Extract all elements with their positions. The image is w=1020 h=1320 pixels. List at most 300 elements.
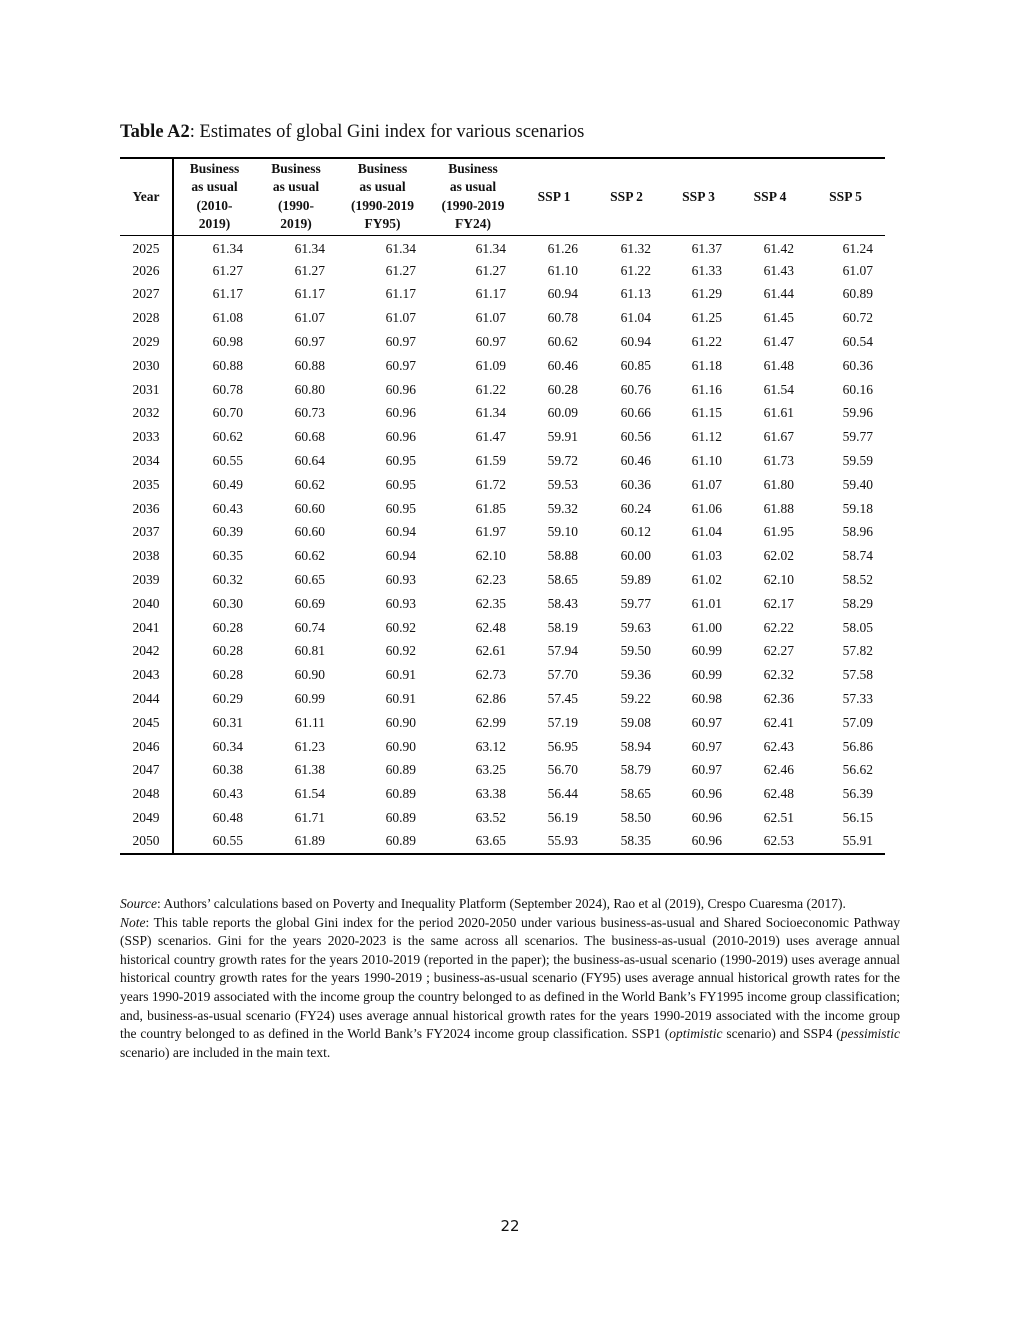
value-cell: 61.27 — [294, 262, 325, 278]
column-header-line: SSP 1 — [537, 188, 571, 204]
column-header-line: (2010- — [196, 197, 233, 213]
value-cell: 60.78 — [547, 310, 578, 326]
value-cell: 58.19 — [547, 619, 578, 635]
value-cell: 61.23 — [294, 738, 325, 754]
value-cell: 61.72 — [475, 476, 506, 492]
table-row — [120, 616, 885, 640]
value-cell: 56.86 — [842, 738, 873, 754]
column-header-line: Business — [357, 160, 408, 176]
value-cell: 58.88 — [547, 548, 578, 564]
value-cell: 61.04 — [620, 310, 651, 326]
value-cell: 60.62 — [212, 429, 243, 445]
value-cell: 62.22 — [763, 619, 794, 635]
value-cell: 60.66 — [620, 405, 651, 421]
value-cell: 60.55 — [212, 453, 243, 469]
value-cell: 56.62 — [842, 762, 873, 778]
value-cell: 61.17 — [212, 286, 243, 302]
gini-table — [120, 157, 885, 855]
value-cell: 60.29 — [212, 691, 243, 707]
year-cell: 2034 — [120, 449, 173, 473]
value-cell: 60.90 — [385, 714, 416, 730]
value-cell: 61.71 — [294, 810, 325, 826]
value-cell: 60.97 — [294, 334, 325, 350]
value-cell: 56.15 — [842, 810, 873, 826]
value-cell: 60.89 — [385, 762, 416, 778]
value-cell: 62.53 — [734, 830, 806, 854]
value-cell: 61.17 — [475, 286, 506, 302]
value-cell: 58.96 — [842, 524, 873, 540]
year-cell: 2029 — [120, 330, 173, 354]
value-cell: 61.85 — [475, 500, 506, 516]
value-cell: 62.17 — [763, 595, 794, 611]
column-header — [337, 158, 428, 235]
header-row — [120, 158, 885, 235]
value-cell: 60.68 — [294, 429, 325, 445]
column-header-line: 2019) — [198, 216, 231, 232]
column-header-line: Business — [448, 160, 498, 176]
value-cell: 60.80 — [294, 381, 325, 397]
value-cell: 60.99 — [691, 667, 722, 683]
year-cell: 2041 — [120, 616, 173, 640]
value-cell: 60.85 — [620, 357, 651, 373]
value-cell: 63.25 — [475, 762, 506, 778]
table-row — [120, 354, 885, 378]
table-notes — [120, 895, 900, 1062]
value-cell: 61.48 — [763, 357, 794, 373]
value-cell: 60.28 — [212, 619, 243, 635]
table-row — [120, 544, 885, 568]
note-emphasis-optimistic: optimistic — [669, 1026, 723, 1042]
table-row — [120, 378, 885, 402]
year-cell: 2040 — [120, 592, 173, 616]
column-header — [663, 158, 734, 235]
column-header-line: as usual — [359, 179, 406, 195]
table-row — [120, 759, 885, 783]
value-cell: 62.48 — [475, 619, 506, 635]
value-cell: 59.22 — [620, 691, 651, 707]
value-cell: 61.54 — [294, 786, 325, 802]
value-cell: 62.35 — [475, 595, 506, 611]
value-cell: 60.24 — [620, 500, 651, 516]
value-cell: 58.52 — [842, 572, 873, 588]
value-cell: 61.61 — [763, 405, 794, 421]
value-cell: 61.34 — [475, 405, 506, 421]
table-row — [120, 735, 885, 759]
value-cell: 61.27 — [212, 262, 243, 278]
value-cell: 60.69 — [294, 595, 325, 611]
year-cell: 2049 — [120, 806, 173, 830]
value-cell: 61.54 — [763, 381, 794, 397]
value-cell: 60.95 — [385, 453, 416, 469]
value-cell: 60.00 — [620, 548, 651, 564]
value-cell: 60.62 — [294, 476, 325, 492]
value-cell: 61.17 — [294, 286, 325, 302]
table-row — [120, 473, 885, 497]
value-cell: 57.82 — [842, 643, 873, 659]
value-cell: 61.07 — [475, 310, 506, 326]
value-cell: 61.07 — [385, 310, 416, 326]
value-cell: 58.74 — [842, 548, 873, 564]
value-cell: 59.77 — [842, 429, 873, 445]
value-cell: 58.65 — [620, 786, 651, 802]
value-cell: 57.09 — [842, 714, 873, 730]
value-cell: 61.32 — [620, 240, 651, 256]
value-cell: 62.43 — [763, 738, 794, 754]
table-row — [120, 259, 885, 283]
value-cell: 63.65 — [428, 830, 518, 854]
value-cell: 61.08 — [212, 310, 243, 326]
value-cell: 61.22 — [691, 334, 722, 350]
value-cell: 61.42 — [763, 240, 794, 256]
value-cell: 61.22 — [475, 381, 506, 397]
table-caption — [120, 120, 900, 144]
value-cell: 62.73 — [475, 667, 506, 683]
value-cell: 60.99 — [294, 691, 325, 707]
value-cell: 57.45 — [547, 691, 578, 707]
value-cell: 60.93 — [385, 595, 416, 611]
value-cell: 61.07 — [842, 262, 873, 278]
column-header-line: SSP 2 — [610, 188, 643, 204]
value-cell: 60.49 — [212, 476, 243, 492]
value-cell: 60.91 — [385, 691, 416, 707]
value-cell: 55.93 — [518, 830, 590, 854]
value-cell: 60.92 — [385, 643, 416, 659]
value-cell: 60.28 — [212, 643, 243, 659]
value-cell: 61.34 — [475, 240, 506, 256]
table-label: Table A2 — [120, 122, 190, 142]
year-cell: 2047 — [120, 759, 173, 783]
value-cell: 60.96 — [385, 429, 416, 445]
value-cell: 57.70 — [547, 667, 578, 683]
value-cell: 62.48 — [763, 786, 794, 802]
table-row — [120, 687, 885, 711]
value-cell: 59.36 — [620, 667, 651, 683]
value-cell: 61.43 — [763, 262, 794, 278]
value-cell: 60.64 — [294, 453, 325, 469]
table-row — [120, 330, 885, 354]
value-cell: 60.60 — [294, 500, 325, 516]
value-cell: 60.94 — [385, 548, 416, 564]
value-cell: 62.41 — [763, 714, 794, 730]
value-cell: 60.97 — [475, 334, 506, 350]
value-cell: 60.98 — [691, 691, 722, 707]
column-header — [806, 158, 885, 235]
note-text-3: scenario) are included in the main text. — [120, 1044, 331, 1060]
value-cell: 61.34 — [212, 240, 243, 256]
column-header — [590, 158, 663, 235]
value-cell: 60.97 — [691, 714, 722, 730]
value-cell: 58.43 — [547, 595, 578, 611]
value-cell: 60.73 — [294, 405, 325, 421]
year-cell: 2032 — [120, 402, 173, 426]
value-cell: 59.10 — [547, 524, 578, 540]
year-cell: 2033 — [120, 425, 173, 449]
table-row — [120, 402, 885, 426]
value-cell: 59.32 — [547, 500, 578, 516]
table-row — [120, 235, 885, 259]
value-cell: 59.91 — [547, 429, 578, 445]
value-cell: 60.81 — [294, 643, 325, 659]
value-cell: 61.33 — [691, 262, 722, 278]
value-cell: 59.89 — [620, 572, 651, 588]
value-cell: 60.12 — [620, 524, 651, 540]
note-paragraph — [120, 914, 900, 1063]
value-cell: 61.00 — [691, 619, 722, 635]
note-text-1: : This table reports the global Gini index for the period 2020-2050 under various business-as-usual and Shared Socioeconomic Pathway (SSP) scenarios. Gini for the years 2020-2023 is the same across all scenarios. The business-as-usual (2010-2019) uses average annual historical country growth rates for the years 2010-2019 (reported in the paper); the business-as-usual scenario (1990-2019) uses average annual historical country growth rates for the years 1990-2019 ; business-as-usual scenario (FY95) uses average annual historical growth rates for the years 1990-2019 associated with the income group the country belonged to as defined in the World Bank’s FY1995 income group classification; and, business-as-usual scenario (FY24) uses average annual historical growth rates for the years 1990-2019 associated with the income group the country belonged to as defined in the World Bank’s FY2024 income group classification. SSP1 ( — [120, 914, 900, 1042]
column-header-line: as usual — [449, 179, 497, 195]
value-cell: 62.61 — [475, 643, 506, 659]
value-cell: 61.80 — [763, 476, 794, 492]
value-cell: 61.09 — [475, 357, 506, 373]
column-header-line: SSP 3 — [682, 188, 715, 204]
value-cell: 60.39 — [212, 524, 243, 540]
column-header-line: Business — [189, 160, 240, 176]
value-cell: 60.74 — [294, 619, 325, 635]
value-cell: 60.91 — [385, 667, 416, 683]
year-cell: 2025 — [120, 235, 173, 259]
value-cell: 60.96 — [691, 786, 722, 802]
column-header-line: Year — [132, 188, 160, 204]
value-cell: 60.99 — [691, 643, 722, 659]
value-cell: 61.34 — [385, 240, 416, 256]
column-header-line: SSP 4 — [753, 188, 787, 204]
value-cell: 61.24 — [842, 240, 873, 256]
table-row — [120, 497, 885, 521]
value-cell: 60.32 — [212, 572, 243, 588]
value-cell: 60.90 — [385, 738, 416, 754]
value-cell: 61.22 — [620, 262, 651, 278]
value-cell: 56.39 — [842, 786, 873, 802]
value-cell: 60.34 — [212, 738, 243, 754]
table-row — [120, 568, 885, 592]
value-cell: 59.59 — [842, 453, 873, 469]
value-cell: 62.46 — [763, 762, 794, 778]
column-header-line: Business — [271, 160, 321, 176]
year-cell: 2038 — [120, 544, 173, 568]
value-cell: 60.38 — [212, 762, 243, 778]
value-cell: 61.97 — [475, 524, 506, 540]
value-cell: 60.43 — [212, 786, 243, 802]
value-cell: 59.77 — [620, 595, 651, 611]
year-cell: 2026 — [120, 259, 173, 283]
value-cell: 60.48 — [212, 810, 243, 826]
table-row — [120, 283, 885, 307]
year-cell: 2027 — [120, 283, 173, 307]
value-cell: 61.01 — [691, 595, 722, 611]
value-cell: 60.62 — [294, 548, 325, 564]
value-cell: 60.43 — [212, 500, 243, 516]
table-row — [120, 640, 885, 664]
year-cell: 2046 — [120, 735, 173, 759]
value-cell: 61.95 — [763, 524, 794, 540]
value-cell: 60.09 — [547, 405, 578, 421]
value-cell: 60.96 — [663, 830, 734, 854]
value-cell: 61.38 — [294, 762, 325, 778]
value-cell: 59.50 — [620, 643, 651, 659]
note-emphasis-pessimistic: pessimistic — [840, 1026, 900, 1042]
value-cell: 57.33 — [842, 691, 873, 707]
note-text-2: scenario) and SSP4 ( — [722, 1026, 841, 1042]
value-cell: 60.55 — [173, 830, 255, 854]
value-cell: 61.06 — [691, 500, 722, 516]
value-cell: 60.89 — [337, 830, 428, 854]
note-label: Note — [120, 914, 146, 930]
value-cell: 60.95 — [385, 476, 416, 492]
value-cell: 58.65 — [547, 572, 578, 588]
year-cell: 2045 — [120, 711, 173, 735]
value-cell: 61.47 — [763, 334, 794, 350]
source-text: : Authors’ calculations based on Poverty and Inequality Platform (September 2024), Rao et al (2019), Crespo Cuaresma (2017). — [157, 896, 846, 911]
value-cell: 59.40 — [842, 476, 873, 492]
value-cell: 60.46 — [620, 453, 651, 469]
value-cell: 60.94 — [620, 334, 651, 350]
value-cell: 61.37 — [691, 240, 722, 256]
value-cell: 61.10 — [691, 453, 722, 469]
column-header-line: SSP 5 — [829, 188, 862, 204]
table-row — [120, 592, 885, 616]
value-cell: 58.29 — [842, 595, 873, 611]
value-cell: 63.38 — [475, 786, 506, 802]
value-cell: 62.99 — [475, 714, 506, 730]
table-row — [120, 449, 885, 473]
table-row — [120, 521, 885, 545]
value-cell: 60.89 — [842, 286, 873, 302]
value-cell: 60.93 — [385, 572, 416, 588]
year-cell: 2050 — [120, 830, 173, 854]
value-cell: 56.70 — [547, 762, 578, 778]
source-label: Source — [120, 896, 157, 911]
value-cell: 60.97 — [691, 738, 722, 754]
value-cell: 57.58 — [842, 667, 873, 683]
value-cell: 60.96 — [385, 405, 416, 421]
value-cell: 56.95 — [547, 738, 578, 754]
value-cell: 61.26 — [547, 240, 578, 256]
value-cell: 61.13 — [620, 286, 651, 302]
column-header-year — [120, 158, 173, 235]
table-row — [120, 830, 885, 854]
value-cell: 58.94 — [620, 738, 651, 754]
value-cell: 60.98 — [212, 334, 243, 350]
value-cell: 59.53 — [547, 476, 578, 492]
value-cell: 59.63 — [620, 619, 651, 635]
value-cell: 56.44 — [547, 786, 578, 802]
value-cell: 60.36 — [620, 476, 651, 492]
value-cell: 58.05 — [842, 619, 873, 635]
value-cell: 60.70 — [212, 405, 243, 421]
year-cell: 2031 — [120, 378, 173, 402]
column-header-line: (1990-2019 — [351, 197, 414, 213]
value-cell: 61.04 — [691, 524, 722, 540]
value-cell: 56.19 — [547, 810, 578, 826]
value-cell: 61.45 — [763, 310, 794, 326]
value-cell: 60.88 — [294, 357, 325, 373]
value-cell: 61.16 — [691, 381, 722, 397]
value-cell: 58.50 — [620, 810, 651, 826]
table-row — [120, 306, 885, 330]
table-body — [120, 235, 885, 854]
column-header — [173, 158, 255, 235]
value-cell: 60.97 — [385, 334, 416, 350]
value-cell: 60.46 — [547, 357, 578, 373]
value-cell: 60.97 — [691, 762, 722, 778]
year-cell: 2037 — [120, 521, 173, 545]
value-cell: 60.94 — [547, 286, 578, 302]
value-cell: 60.28 — [212, 667, 243, 683]
value-cell: 61.25 — [691, 310, 722, 326]
value-cell: 61.10 — [547, 262, 578, 278]
value-cell: 60.28 — [547, 381, 578, 397]
value-cell: 61.18 — [691, 357, 722, 373]
value-cell: 60.36 — [842, 357, 873, 373]
column-header-line: as usual — [272, 179, 320, 195]
value-cell: 60.94 — [385, 524, 416, 540]
value-cell: 62.23 — [475, 572, 506, 588]
value-cell: 58.35 — [590, 830, 663, 854]
value-cell: 62.32 — [763, 667, 794, 683]
column-header — [518, 158, 590, 235]
value-cell: 60.60 — [294, 524, 325, 540]
table-row — [120, 663, 885, 687]
value-cell: 61.11 — [295, 714, 325, 730]
value-cell: 62.02 — [763, 548, 794, 564]
value-cell: 61.07 — [294, 310, 325, 326]
year-cell: 2043 — [120, 663, 173, 687]
value-cell: 61.03 — [691, 548, 722, 564]
column-header-line: (1990- — [278, 197, 314, 213]
value-cell: 60.35 — [212, 548, 243, 564]
column-header — [428, 158, 518, 235]
value-cell: 61.73 — [763, 453, 794, 469]
table-row — [120, 806, 885, 830]
column-header — [255, 158, 337, 235]
value-cell: 61.89 — [255, 830, 337, 854]
value-cell: 61.02 — [691, 572, 722, 588]
value-cell: 55.91 — [806, 830, 885, 854]
value-cell: 63.12 — [475, 738, 506, 754]
table-title: : Estimates of global Gini index for various scenarios — [189, 122, 585, 142]
column-header-line: (1990-2019 — [441, 197, 505, 213]
value-cell: 60.89 — [385, 786, 416, 802]
value-cell: 60.88 — [212, 357, 243, 373]
value-cell: 60.65 — [294, 572, 325, 588]
value-cell: 61.17 — [385, 286, 416, 302]
table-row — [120, 782, 885, 806]
value-cell: 62.86 — [475, 691, 506, 707]
value-cell: 62.51 — [763, 810, 794, 826]
year-cell: 2039 — [120, 568, 173, 592]
value-cell: 60.95 — [385, 500, 416, 516]
value-cell: 59.08 — [620, 714, 651, 730]
value-cell: 61.12 — [691, 429, 722, 445]
value-cell: 60.92 — [385, 619, 416, 635]
year-cell: 2028 — [120, 306, 173, 330]
column-header-line: as usual — [191, 179, 238, 195]
value-cell: 60.96 — [385, 381, 416, 397]
year-cell: 2035 — [120, 473, 173, 497]
value-cell: 60.97 — [385, 357, 416, 373]
value-cell: 60.54 — [842, 334, 873, 350]
column-header — [734, 158, 806, 235]
value-cell: 57.19 — [547, 714, 578, 730]
year-cell: 2044 — [120, 687, 173, 711]
page-number: 22 — [500, 1217, 520, 1235]
value-cell: 62.10 — [763, 572, 794, 588]
column-header-line: FY95) — [364, 216, 401, 232]
value-cell: 61.67 — [763, 429, 794, 445]
value-cell: 61.44 — [763, 286, 794, 302]
column-header-line: FY24) — [455, 216, 491, 232]
value-cell: 60.78 — [212, 381, 243, 397]
